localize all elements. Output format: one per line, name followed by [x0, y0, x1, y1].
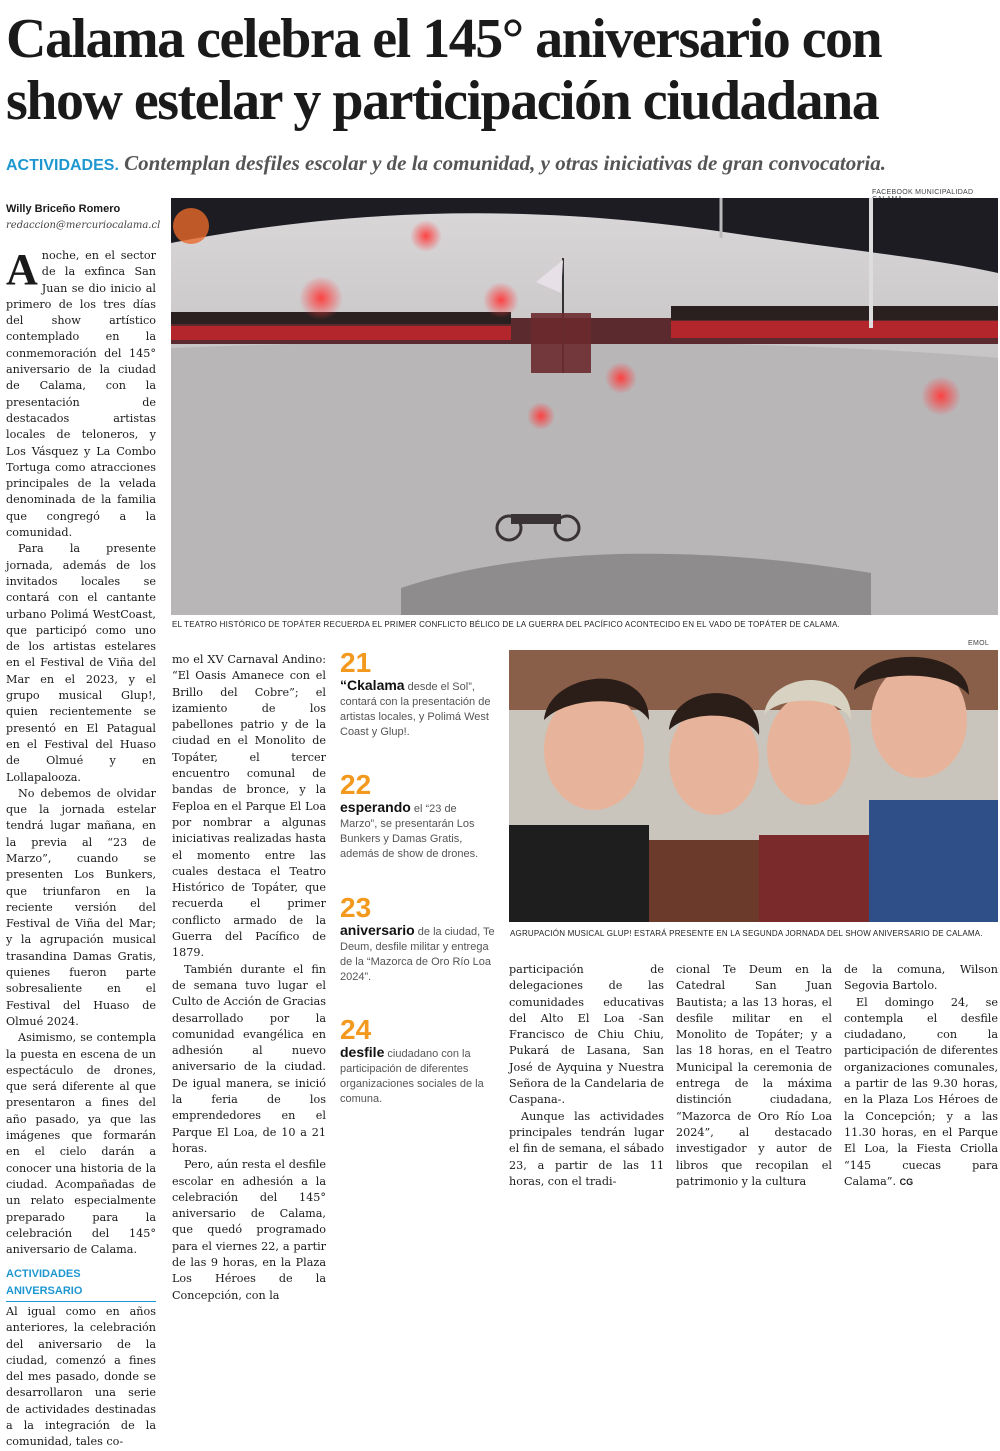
day-number: 23: [340, 892, 372, 923]
author-email[interactable]: redaccion@mercuriocalama.cl: [6, 220, 161, 231]
day-number: 24: [340, 1014, 372, 1045]
deck: Contemplan desfiles escolar y de la comunidad, y otras iniciativas de gran convocatoria.: [124, 151, 886, 175]
paragraph: de la comuna, Wilson Segovia Bartolo.: [844, 963, 998, 993]
paragraph: El domingo 24, se contempla el desfile ciudadano, con la participación de diferentes organizaciones comunales, a partir de las 9.30 horas, en la Plaza Los Héroes de la Concepción; y a las 11.30 horas, en el Parque El Loa, la Fiesta Criolla “145 cuecas para Calama”. CG: [844, 995, 998, 1188]
day-description: aniversario de la ciudad, Te Deum, desfile militar y entrega de la “Mazorca de Oro Río Loa 2024”.: [340, 922, 495, 983]
column-6: [844, 962, 998, 1190]
paragraph: mo el XV Carnaval Andino: “El Oasis Amanece con el Brillo del Cobre”; el izamiento de los pabellones patrio y de la ciudad en el Monolito de Topáter, el tercer encuentro comunal de bandas de bronce, y la Feploa en el Parque El Loa por nombrar a algunas iniciativas realizadas hasta el momento entre las cuales destaca el Teatro Histórico de Topáter, que recuerda el primer conflicto armado de la Guerra del Pacífico de 1879.: [172, 653, 326, 960]
day-box-21: [340, 648, 495, 740]
day-description: “Ckalama desde el Sol”, contará con la presentación de artistas locales, y Polimá West Coast y Glup!.: [340, 677, 491, 738]
photo2-credit: EMOL: [968, 640, 990, 647]
paragraph: participación de delegaciones de las comunidades educativas del Alto El Loa -San Francisco de Chiu Chiu, Pukará de Lasana, San José de Ayquina y Nuestra Señora de la Candelaria de Caspana-.: [509, 963, 664, 1107]
paragraph: También durante el fin de semana tuvo lugar el Culto de Acción de Gracias desarrollado por la comunidad evangélica en adhesión al nuevo aniversario de la ciudad. De igual manera, se inició la feria de los emprendedores en el Parque El Loa, de 10 a 21 horas.: [172, 962, 326, 1155]
headline: Calama celebra el 145° aniversario con show estelar y participación ciudadana: [6, 8, 882, 132]
day-description: desfile ciudadano con la participación de diferentes organizaciones sociales de la comuna.: [340, 1044, 484, 1105]
paragraph: Al igual como en años anteriores, la celebración del aniversario de la ciudad, comenzó a fines del mes pasado, donde se desarrollaron una serie de actividades destinadas a la integración de la comunidad, tales co-: [6, 1305, 156, 1449]
day-number: 22: [340, 769, 372, 800]
column-4: [509, 962, 664, 1190]
day-description: esperando el “23 de Marzo”, se presentarán Los Bunkers y Damas Gratis, además de show de drones.: [340, 799, 479, 860]
reenactment-photo: [171, 198, 998, 615]
paragraph: Aunque las actividades principales tendrán lugar el fin de semana, el sábado 23, a partir de las 11 horas, con el tradi-: [509, 1109, 664, 1188]
section-heading: ACTIVIDADES ANIVERSARIO: [6, 1266, 156, 1302]
band-photo: [509, 650, 998, 922]
column-5: [676, 962, 832, 1190]
subheadline: [6, 150, 996, 179]
photo1-caption: EL TEATRO HISTÓRICO DE TOPÁTER RECUERDA EL PRIMER CONFLICTO BÉLICO DE LA GUERRA DEL PACÍFICO ACONTECIDO EN EL VADO DE TOPÁTER DE CALAMA.: [172, 620, 840, 629]
author-name: Willy Briceño Romero: [6, 203, 121, 215]
day-box-23: [340, 893, 495, 985]
column-1: [6, 245, 156, 1451]
paragraph: Pero, aún resta el desfile escolar en adhesión a la celebración del 145° aniversario de Calama, que quedó programado para el viernes 22, a partir de las 9 horas, en la Plaza Los Héroes de la Concepción, con la: [172, 1158, 326, 1302]
reenactment-photo-graphic: [171, 198, 998, 615]
day-box-22: [340, 770, 495, 862]
drop-cap: A: [6, 245, 38, 294]
photo1-credit: FACEBOOK MUNICIPALIDAD: [872, 189, 974, 196]
end-mark: CG: [899, 1176, 914, 1187]
kicker: ACTIVIDADES.: [6, 157, 119, 174]
paragraph: Asimismo, se contempla la puesta en escena de un espectáculo de drones, que será diferente al que presentaron a fines del año pasado, ya que las imágenes que formarán en el cielo darán a conocer una historia de la ciudad. Acompañadas de un relato especialmente preparado para la celebración del 145° aniversario de Calama.: [6, 1031, 156, 1257]
column-2: [172, 652, 326, 1304]
day-number: 21: [340, 647, 372, 678]
day-box-24: [340, 1015, 495, 1107]
paragraph: No debemos de olvidar que la jornada estelar tendrá lugar mañana, en la previa al “23 de Marzo”, cuando se presenten Los Bunkers, que triunfaron en la reciente versión del Festival de Viña del Mar; y la agrupación musical trasandina Damas Gratis, quienes fueron parte sobresaliente en el Festival del Huaso de Olmué 2024.: [6, 786, 156, 1028]
photo2-caption: AGRUPACIÓN MUSICAL GLUP! ESTARÁ PRESENTE EN LA SEGUNDA JORNADA DEL SHOW ANIVERSARIO DE CALAMA.: [510, 929, 983, 938]
paragraph: Para la presente jornada, además de los invitados locales se contará con el cantante urbano Polimá WestCoast, que participó como uno de los artistas estelares en el Festival de Viña del Mar en el 2023, y el grupo musical Glup!, quien recientemente se presentó en El Patagual en el Festival del Huaso de Olmué y en Lollapalooza.: [6, 542, 156, 784]
paragraph: noche, en el sector de la exfinca San Juan se dio inicio al primero de los tres días del show artístico contemplado en la conmemoración del 145° aniversario de la ciudad de Calama, con la presentación de destacados artistas locales de teloneros, y Los Vásquez y La Combo Tortuga como atracciones principales de la velada denominada de la familia que congregó a la comunidad.: [6, 249, 156, 540]
paragraph: cional Te Deum en la Catedral San Juan Bautista; a las 13 horas, el desfile militar en el Monolito de Topáter; y a las 18 horas, en el Teatro Municipal la ceremonia de entrega de la máxima distinción ciudadana, “Mazorca de Oro Río Loa 2024”, al destacado investigador y autor de libros que recopilan el patrimonio y la cultura: [676, 963, 832, 1188]
band-photo-graphic: [509, 650, 998, 922]
